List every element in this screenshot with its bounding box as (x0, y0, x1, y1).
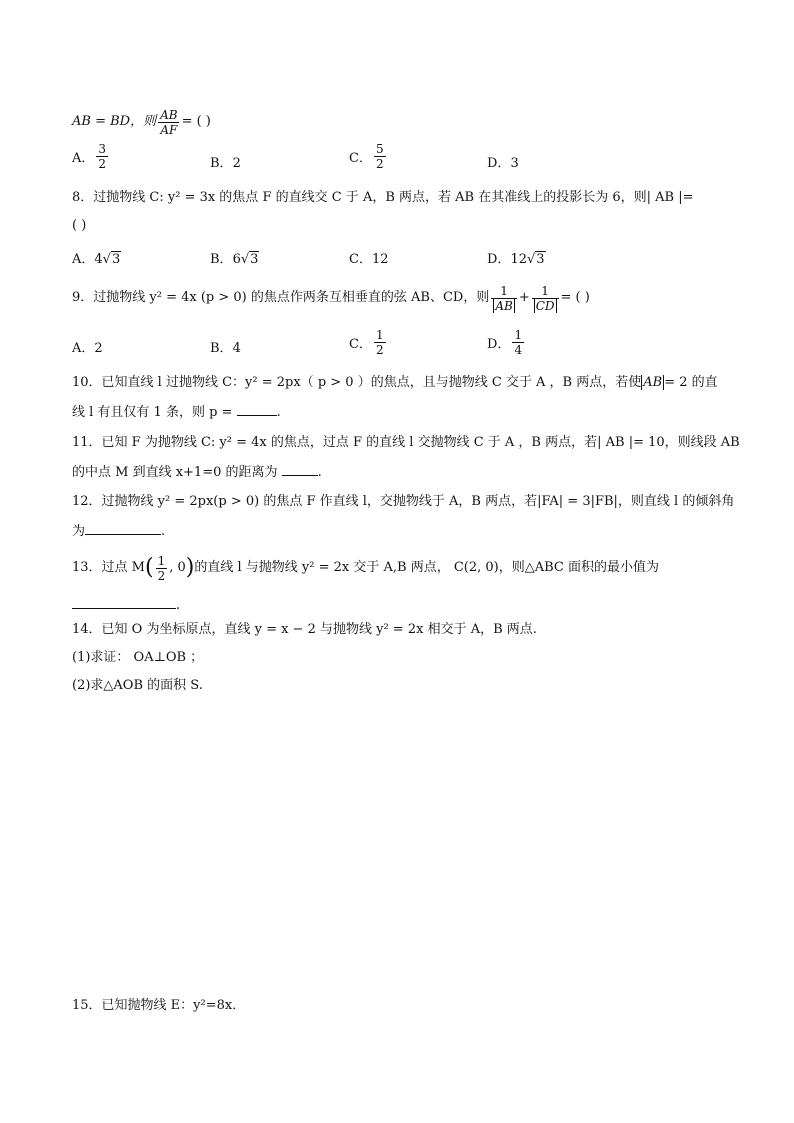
q12-line2 (72, 522, 165, 540)
option-value: 12 (371, 252, 389, 267)
option-value: 2 (94, 341, 103, 356)
q8-option-c[interactable] (349, 248, 389, 267)
frac-den: 2 (375, 157, 384, 171)
q9-stem (72, 278, 590, 318)
frac-num: 1 (514, 328, 523, 342)
q10-text-a: 10．已知直线 l 过抛物线 C：y² = 2px（ p > 0 ）的焦点，且与抛物线 C 交于 A ，B 两点，若使 (72, 375, 642, 390)
q9-option-b[interactable] (210, 337, 241, 356)
option-value: 2 (232, 156, 241, 171)
sqrt-sign: √3 (526, 252, 545, 267)
radicand: 3 (111, 252, 121, 267)
q13-fraction (156, 554, 168, 583)
period: . (161, 524, 166, 539)
answer-blank[interactable] (72, 596, 176, 609)
sqrt-sign: √3 (240, 252, 259, 267)
q7-frac-num: AB (160, 107, 178, 122)
q7-frac-den: AF (160, 122, 178, 137)
option-label: B． (210, 341, 233, 356)
option-fraction (512, 328, 524, 357)
frac-num: 3 (98, 142, 107, 156)
abs-ab: AB (495, 298, 513, 313)
q15-line1: 15．已知抛物线 E：y²=8x． (72, 998, 246, 1013)
radicand: 3 (250, 252, 259, 267)
q9-fraction-2 (532, 284, 559, 313)
option-fraction (374, 328, 386, 357)
option-coef: 4 (94, 252, 103, 267)
frac-num: 1 (375, 328, 384, 342)
q7-option-b[interactable] (210, 152, 241, 171)
q7-option-d[interactable] (487, 152, 519, 171)
option-value: 3 (510, 156, 519, 171)
period: . (176, 598, 181, 613)
option-label: C． (349, 151, 372, 166)
q10-line2 (72, 403, 281, 421)
q8-option-a[interactable] (72, 248, 121, 267)
option-label: A． (72, 252, 95, 267)
q9-fraction-1 (491, 284, 516, 313)
q7-option-c[interactable] (349, 142, 388, 171)
frac-den (532, 298, 559, 313)
q12-text: 为 (72, 524, 86, 539)
frac-den: 2 (98, 157, 107, 171)
q7-end: = ( ) (181, 114, 211, 129)
frac-num: 1 (541, 283, 549, 298)
option-label: C． (349, 252, 372, 267)
option-label: C． (349, 337, 372, 352)
option-label: D． (487, 337, 511, 352)
q13-stem (72, 548, 659, 588)
q13-post: 的直线 l 与抛物线 y² = 2x 交于 A,B 两点， C(2, 0)，则△ABC 面积的最小值为 (194, 560, 660, 575)
q13-coord-tail: , 0 (169, 560, 186, 575)
option-value: 4 (232, 341, 241, 356)
q11-text: 的中点 M 到直线 x+1=0 的距离为 (72, 465, 278, 480)
q9-end: = ( ) (560, 290, 590, 305)
answer-blank[interactable] (282, 463, 318, 476)
frac-den (491, 298, 516, 313)
option-label: A． (72, 341, 95, 356)
q7-stem (72, 104, 211, 140)
answer-blank[interactable] (237, 403, 277, 416)
q10-text-c: 线 l 有且仅有 1 条，则 p = (72, 405, 233, 420)
option-label: D． (487, 252, 511, 267)
q7-tail: AB = BD，则 (72, 114, 157, 129)
frac-den: 4 (514, 343, 523, 357)
q8-line2: ( ) (72, 218, 87, 233)
plus-sign: + (518, 290, 530, 305)
option-label: B． (210, 252, 233, 267)
q13-pre: 13．过点 M (72, 560, 145, 575)
q13-line2 (72, 596, 180, 614)
option-coef: 6 (232, 252, 241, 267)
q10-line1 (72, 375, 718, 391)
abs-ab: AB (643, 375, 663, 390)
period: . (317, 465, 322, 480)
q10-text-b: = 2 的直 (664, 375, 718, 390)
paren-open: ( (145, 555, 154, 580)
period: . (276, 405, 281, 420)
q9-pre: 9．过抛物线 y² = 4x (p > 0) 的焦点作两条互相垂直的弦 AB、CD，则 (72, 290, 490, 305)
q14-line1: 14．已知 O 为坐标原点，直线 y = x − 2 与抛物线 y² = 2x 相交于 A，B 两点. (72, 622, 537, 637)
paren-close: ) (185, 555, 195, 580)
frac-num: 1 (500, 283, 508, 298)
abs-cd: CD (535, 298, 555, 313)
option-coef: 12 (510, 252, 527, 267)
radicand: 3 (536, 252, 545, 267)
q9-option-d[interactable] (487, 328, 526, 357)
frac-num: 5 (375, 142, 384, 156)
option-label: D． (487, 156, 511, 171)
q12-line1: 12．过抛物线 y² = 2px(p > 0) 的焦点 F 作直线 l，交抛物线于 A，B 两点，若|FA| = 3|FB|，则直线 l 的倾斜角 (72, 494, 735, 509)
option-label: A． (72, 151, 95, 166)
q9-option-c[interactable] (349, 328, 388, 357)
q7-fraction (158, 108, 179, 137)
q8-option-d[interactable] (487, 248, 546, 267)
q11-line1: 11．已知 F 为抛物线 C: y² = 4x 的焦点，过点 F 的直线 l 交抛物线 C 于 A ，B 两点，若| AB |= 10，则线段 AB (72, 435, 740, 450)
answer-blank[interactable] (85, 522, 161, 535)
q14-sub1: (1)求证： OA⊥OB ； (72, 650, 204, 665)
option-fraction (96, 142, 108, 171)
sqrt-sign: √3 (102, 252, 121, 267)
frac-den: 2 (375, 343, 384, 357)
q11-line2 (72, 463, 322, 481)
q9-option-a[interactable] (72, 337, 103, 356)
frac-num: 1 (157, 553, 166, 568)
q8-option-b[interactable] (210, 248, 259, 267)
option-label: B． (210, 156, 233, 171)
q14-sub2: (2)求△AOB 的面积 S. (72, 678, 203, 693)
option-fraction (374, 142, 386, 171)
frac-den: 2 (157, 568, 166, 583)
q8-line1: 8．过抛物线 C: y² = 3x 的焦点 F 的直线交 C 于 A，B 两点，若 AB 在其准线上的投影长为 6，则| AB |= (72, 190, 694, 205)
q7-option-a[interactable] (72, 142, 110, 171)
